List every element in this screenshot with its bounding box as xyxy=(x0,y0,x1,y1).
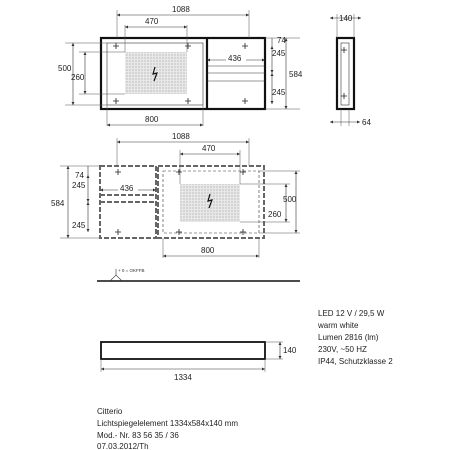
dim-mirrored-glass-height-label: 260 xyxy=(268,210,282,219)
dim-mirrored-bottom-width-label: 800 xyxy=(201,246,215,255)
dim-mirrored-total-width-label: 1088 xyxy=(172,132,190,141)
dim-depth-label: 140 xyxy=(339,14,353,23)
side-view xyxy=(330,14,371,127)
dim-mirrored-mirror-width-label: 470 xyxy=(202,144,216,153)
front-view-mirrored xyxy=(51,132,300,258)
dim-bottom-width-label: 800 xyxy=(145,115,159,124)
dim-length-label: 1334 xyxy=(174,373,192,382)
floor-marker-label: + 0 = OKFFB xyxy=(118,268,145,273)
plan-profile-outline xyxy=(101,342,265,359)
dim-mirrored-shelf-top-label: 74 xyxy=(75,171,84,180)
side-profile-outline xyxy=(337,38,354,109)
spec-ip: IP44, Schutzklasse 2 xyxy=(318,357,393,366)
dim-mirrored-cabinet-height-label: 584 xyxy=(51,199,65,208)
dim-compartment-upper-label: 245 xyxy=(272,49,286,58)
dim-mirror-width-label: 470 xyxy=(145,17,159,26)
dim-shelf-width-label: 436 xyxy=(228,54,242,63)
dim-compartment-lower-label: 245 xyxy=(272,88,286,97)
dim-mirrored-height-label: 500 xyxy=(283,195,297,204)
spec-color: warm white xyxy=(318,321,359,330)
dim-height-label: 500 xyxy=(58,64,72,73)
mirrored-glass xyxy=(180,184,240,222)
product-description: Lichtspiegelelement 1334x584x140 mm xyxy=(97,419,238,428)
dim-total-width-label: 1088 xyxy=(172,5,190,14)
dim-cabinet-height-label: 584 xyxy=(289,70,303,79)
product-mod-no: Mod.- Nr. 83 56 35 / 36 xyxy=(97,431,179,440)
dim-plan-depth-label: 140 xyxy=(283,346,297,355)
dim-side-offset-label: 64 xyxy=(362,118,371,127)
dim-mirrored-compartment-upper-label: 245 xyxy=(72,181,86,190)
plan-view xyxy=(101,342,297,382)
dim-mirrored-compartment-lower-label: 245 xyxy=(72,221,86,230)
spec-voltage: 230V, ~50 HZ xyxy=(318,345,367,354)
dim-shelf-top-label: 74 xyxy=(277,36,286,45)
product-info xyxy=(97,407,238,450)
front-view-top xyxy=(58,5,303,126)
spec-block xyxy=(317,309,393,366)
floor-line xyxy=(97,268,300,281)
product-date: 07.03.2012/Th xyxy=(97,442,149,450)
spec-led: LED 12 V / 29,5 W xyxy=(318,309,385,318)
dim-glass-height-label: 260 xyxy=(71,73,85,82)
product-name: Citterio xyxy=(97,407,123,416)
spec-lumen: Lumen 2816 (lm) xyxy=(318,333,379,342)
dim-mirrored-shelf-width-label: 436 xyxy=(120,184,134,193)
